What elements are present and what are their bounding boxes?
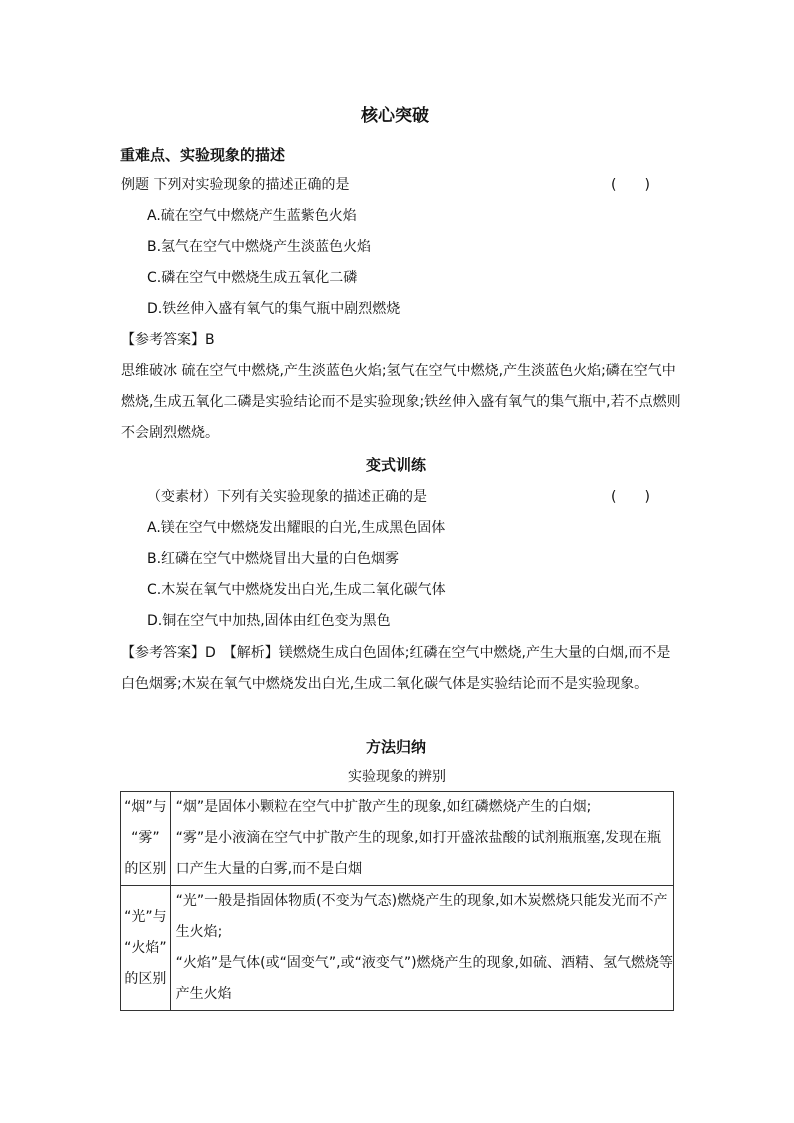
- method-table: [120, 791, 674, 1011]
- row-head: [121, 792, 171, 886]
- variant-heading: 变式训练: [366, 456, 427, 474]
- row-head-line: “光”与: [124, 908, 167, 925]
- example-option-a: A.硫在空气中燃烧产生蓝紫色火焰: [147, 208, 357, 224]
- row-head-line: 的区别: [124, 970, 167, 987]
- example-question: 例题 下列对实验现象的描述正确的是: [121, 177, 350, 193]
- row-head-line: 的区别: [124, 861, 167, 877]
- variant-option-b: B.红磷在空气中燃烧冒出大量的白色烟雾: [147, 551, 400, 567]
- row-body-line: 产生火焰: [175, 986, 232, 1002]
- row-body-line: 生火焰;: [175, 924, 223, 940]
- variant-option-a: A.镁在空气中燃烧发出耀眼的白光,生成黑色固体: [147, 520, 446, 536]
- example-analysis: [121, 356, 681, 449]
- variant-option-d: D.铜在空气中加热,固体由红色变为黑色: [147, 613, 391, 629]
- row-head-line: “烟”与: [124, 799, 167, 815]
- row-body: [170, 886, 673, 1011]
- row-body-line: “雾”是小液滴在空气中扩散产生的现象,如打开盛浓盐酸的试剂瓶瓶塞,发现在瓶: [175, 830, 662, 846]
- row-body: [170, 792, 673, 886]
- variant-answer-blank: ( ): [611, 489, 650, 505]
- example-answer: 【参考答案】B: [121, 332, 215, 348]
- page-title: 核心突破: [361, 106, 429, 126]
- row-head: [121, 886, 171, 1011]
- variant-option-c: C.木炭在氧气中燃烧发出白光,生成二氧化碳气体: [147, 582, 446, 598]
- example-option-c: C.磷在空气中燃烧生成五氧化二磷: [147, 270, 358, 286]
- variant-answer-line: 白色烟雾;木炭在氧气中燃烧发出白光,生成二氧化碳气体是实验结论而不是实验现象。: [121, 676, 649, 692]
- method-heading: 方法归纳: [366, 738, 427, 756]
- example-option-d: D.铁丝伸入盛有氧气的集气瓶中剧烈燃烧: [147, 301, 401, 317]
- row-body-line: “光”一般是指固体物质(不变为气态)燃烧产生的现象,如木炭燃烧只能发光而不产: [175, 893, 668, 909]
- variant-question: （变素材）下列有关实验现象的描述正确的是: [147, 489, 427, 505]
- variant-answer-line: 【参考答案】D 【解析】镁燃烧生成白色固体;红磷在空气中燃烧,产生大量的白烟,而不是: [121, 645, 671, 661]
- table-row: [121, 792, 674, 886]
- row-body-line: “烟”是固体小颗粒在空气中扩散产生的现象,如红磷燃烧产生的白烟;: [175, 799, 592, 815]
- example-option-b: B.氢气在空气中燃烧产生淡蓝色火焰: [147, 239, 372, 255]
- analysis-line: 燃烧,生成五氧化二磷是实验结论而不是实验现象;铁丝伸入盛有氧气的集气瓶中,若不点燃则: [121, 394, 681, 410]
- analysis-line: 不会剧烈燃烧。: [121, 425, 219, 441]
- row-head-line: “火焰”: [124, 939, 167, 956]
- table-row: [121, 886, 674, 1011]
- section-heading: 重难点、实验现象的描述: [120, 146, 286, 164]
- method-caption: 实验现象的辨别: [348, 769, 446, 785]
- row-body-line: “火焰”是气体(或“固变气”,或“液变气”)燃烧产生的现象,如硫、酒精、氢气燃烧等: [175, 955, 673, 971]
- example-answer-blank: ( ): [611, 177, 650, 193]
- row-body-line: 口产生大量的白雾,而不是白烟: [175, 861, 363, 877]
- analysis-line: 思维破冰 硫在空气中燃烧,产生淡蓝色火焰;氢气在空气中燃烧,产生淡蓝色火焰;磷在空气中: [121, 363, 676, 379]
- variant-answer: [121, 638, 677, 700]
- row-head-line: “雾”: [131, 830, 160, 846]
